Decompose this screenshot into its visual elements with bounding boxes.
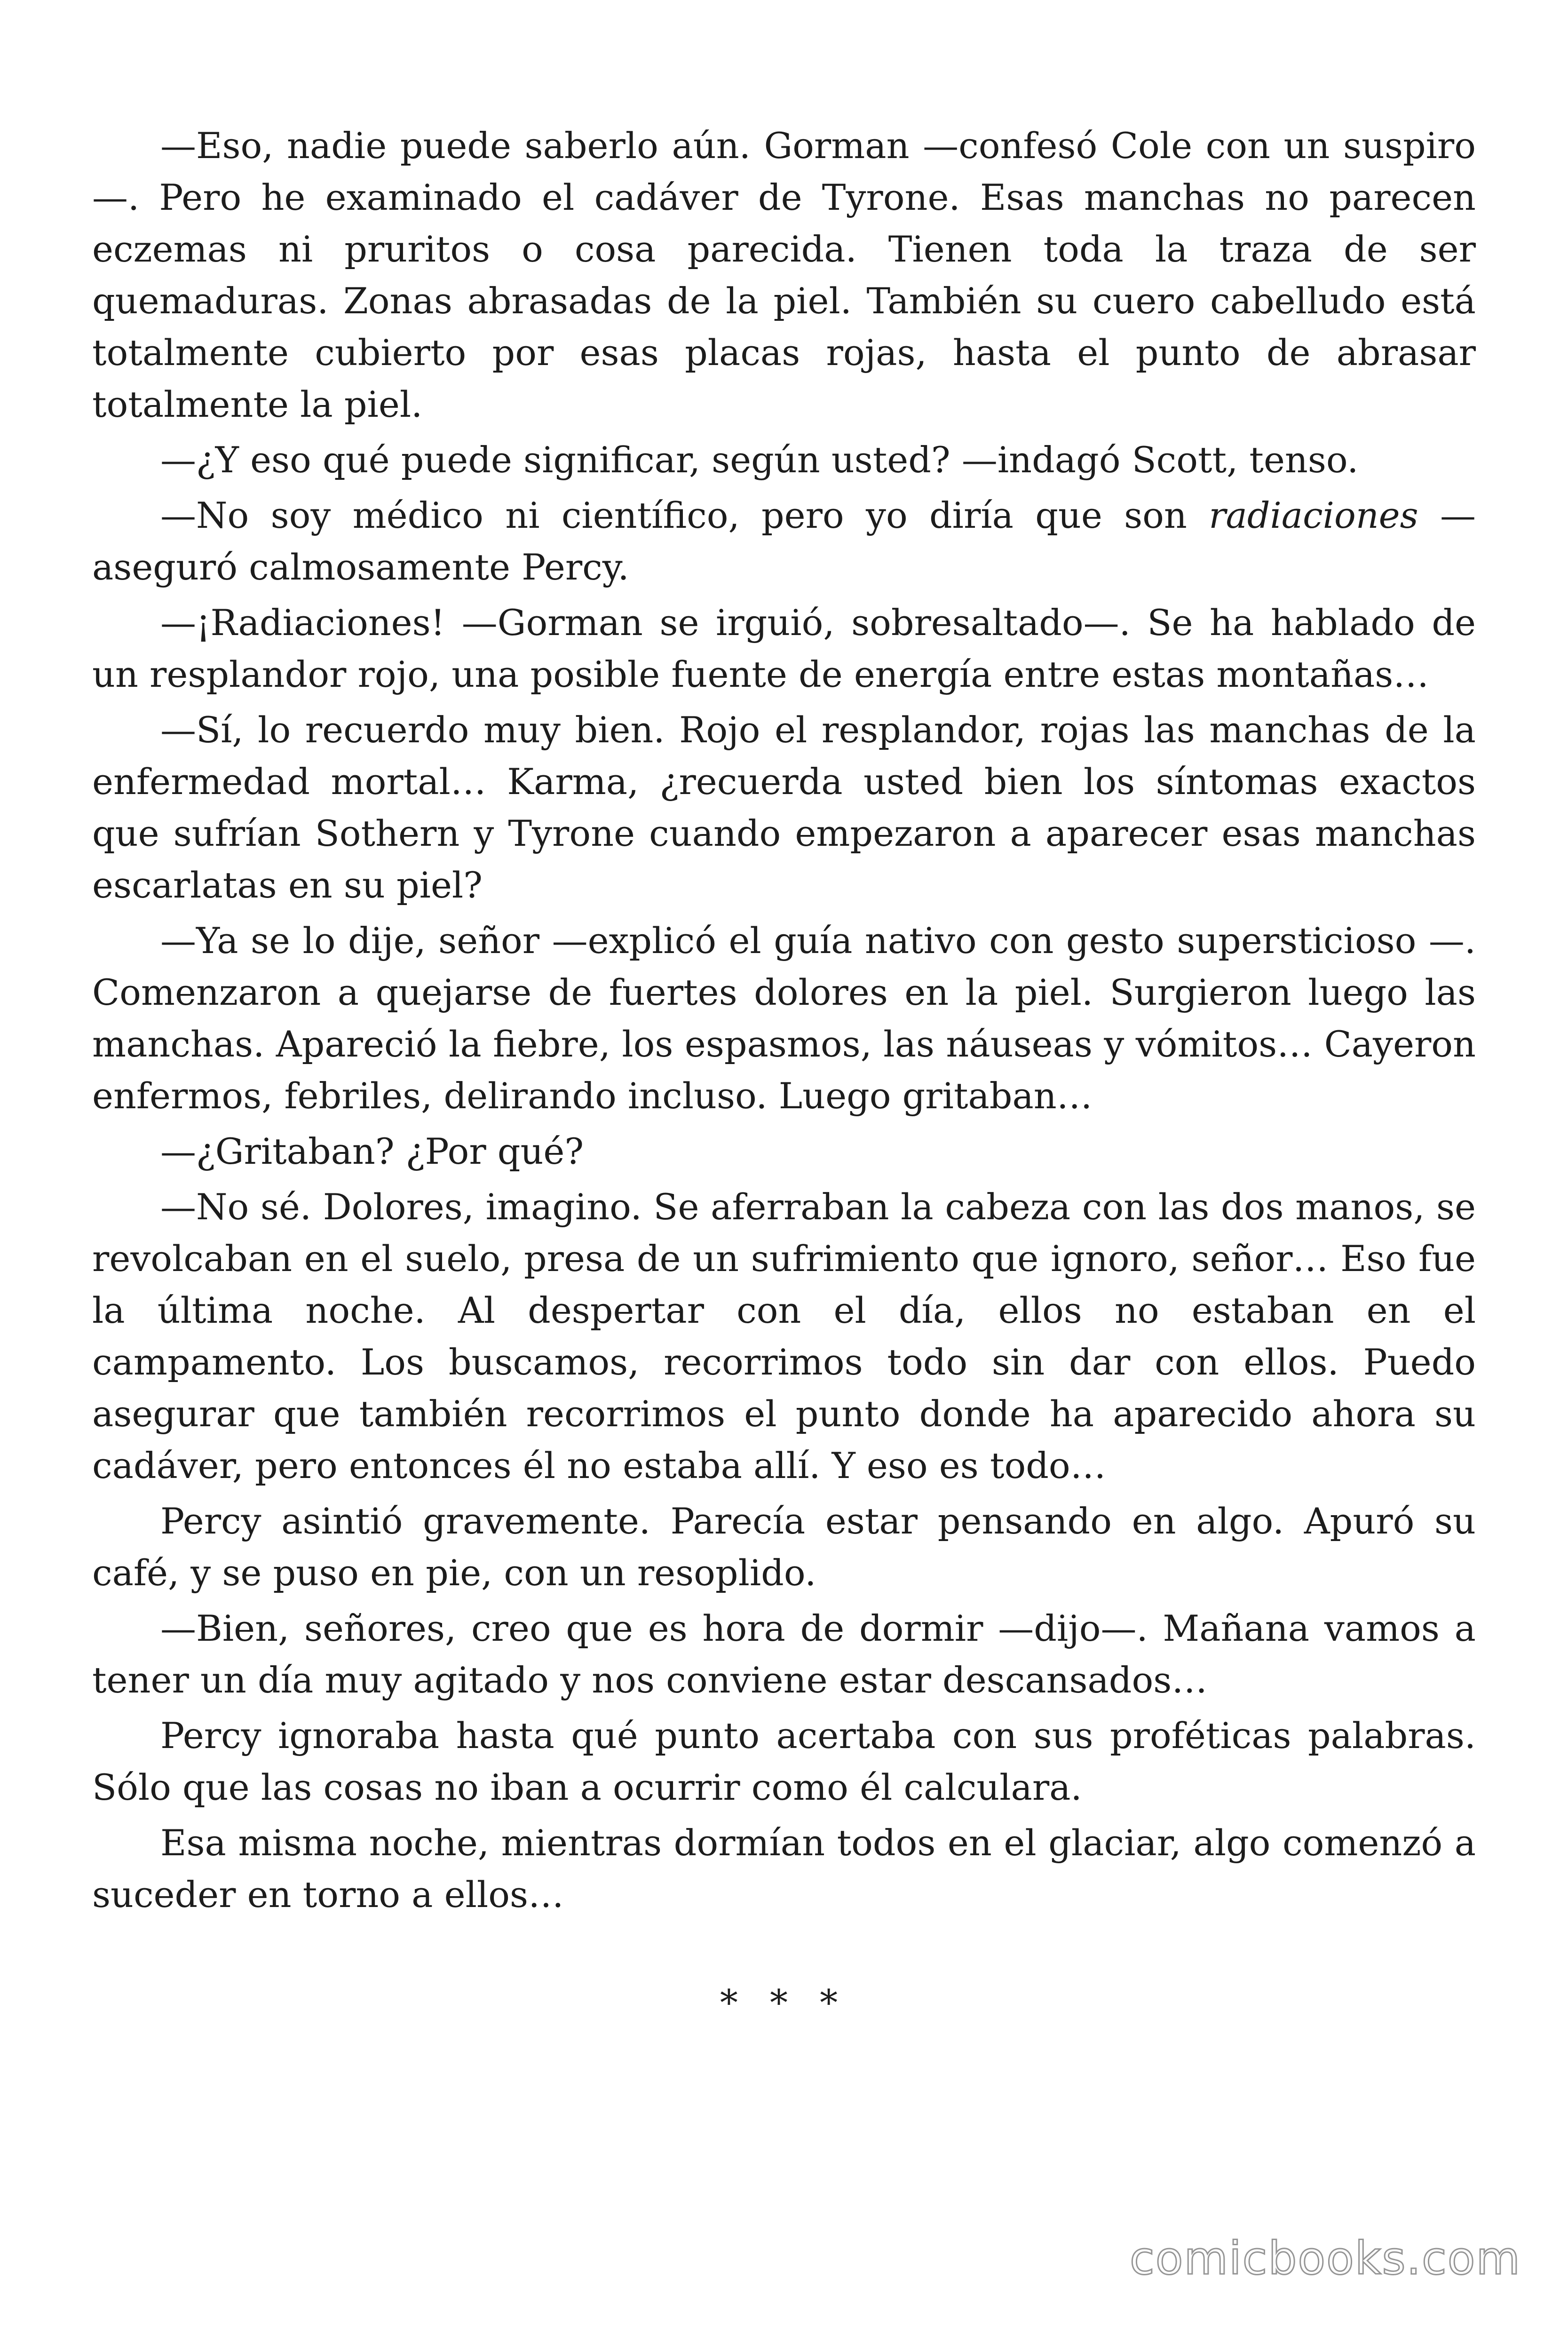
book-page: [92, 120, 1476, 2029]
paragraph: —¡Radiaciones! —Gorman se irguió, sobresaltado—. Se ha hablado de un resplandor rojo, una posible fuente de energía entre estas montañas…: [92, 602, 1476, 695]
paragraph: —¿Gritaban? ¿Por qué?: [160, 1130, 584, 1172]
paragraph: —Ya se lo dije, señor —explicó el guía nativo con gesto supersticioso —. Comenzaron a quejarse de fuertes dolores en la piel. Surgieron luego las manchas. Apareció la fiebre, los espasmos, las náuseas y vómitos… Cayeron enfermos, febriles, delirando incluso. Luego gritaban…: [92, 920, 1476, 1117]
paragraph-with-emphasis: [92, 490, 1476, 593]
paragraph: —Eso, nadie puede saberlo aún. Gorman —confesó Cole con un suspiro—. Pero he examinado el cadáver de Tyrone. Esas manchas no parecen eczemas ni pruritos o cosa parecida. Tienen toda la traza de ser quemaduras. Zonas abrasadas de la piel. También su cuero cabelludo está totalmente cubierto por esas placas rojas, hasta el punto de abrasar totalmente la piel.: [92, 125, 1476, 425]
paragraph: Esa misma noche, mientras dormían todos en el glaciar, algo comenzó a suceder en torno a ellos…: [92, 1822, 1476, 1915]
paragraph-text: —No soy médico ni científico, pero yo diría que son: [160, 494, 1209, 536]
section-separator: * * *: [720, 1982, 848, 2024]
paragraph: —Sí, lo recuerdo muy bien. Rojo el resplandor, rojas las manchas de la enfermedad mortal… Karma, ¿recuerda usted bien los síntomas exactos que sufrían Sothern y Tyrone cuando empezaron a aparecer esas manchas escarlatas en su piel?: [92, 709, 1476, 906]
paragraph: Percy ignoraba hasta qué punto acertaba con sus proféticas palabras. Sólo que las cosas no iban a ocurrir como él calculara.: [92, 1715, 1476, 1808]
emphasized-word: radiaciones: [1209, 494, 1418, 536]
paragraph-text: —aseguró calmosamente Percy.: [92, 494, 1476, 588]
paragraph: —Bien, señores, creo que es hora de dormir —dijo—. Mañana vamos a tener un día muy agitado y nos conviene estar descansados…: [92, 1607, 1476, 1701]
watermark-logo: comicbooks.com: [1129, 2232, 1521, 2285]
paragraph: Percy asintió gravemente. Parecía estar pensando en algo. Apuró su café, y se puso en pie, con un resoplido.: [92, 1500, 1476, 1594]
paragraph: —¿Y eso qué puede significar, según usted? —indagó Scott, tenso.: [160, 439, 1359, 481]
paragraph: —No sé. Dolores, imagino. Se aferraban la cabeza con las dos manos, se revolcaban en el suelo, presa de un sufrimiento que ignoro, señor… Eso fue la última noche. Al despertar con el día, ellos no estaban en el campamento. Los buscamos, recorrimos todo sin dar con ellos. Puedo asegurar que también recorrimos el punto donde ha aparecido ahora su cadáver, pero entonces él no estaba allí. Y eso es todo…: [92, 1186, 1476, 1486]
